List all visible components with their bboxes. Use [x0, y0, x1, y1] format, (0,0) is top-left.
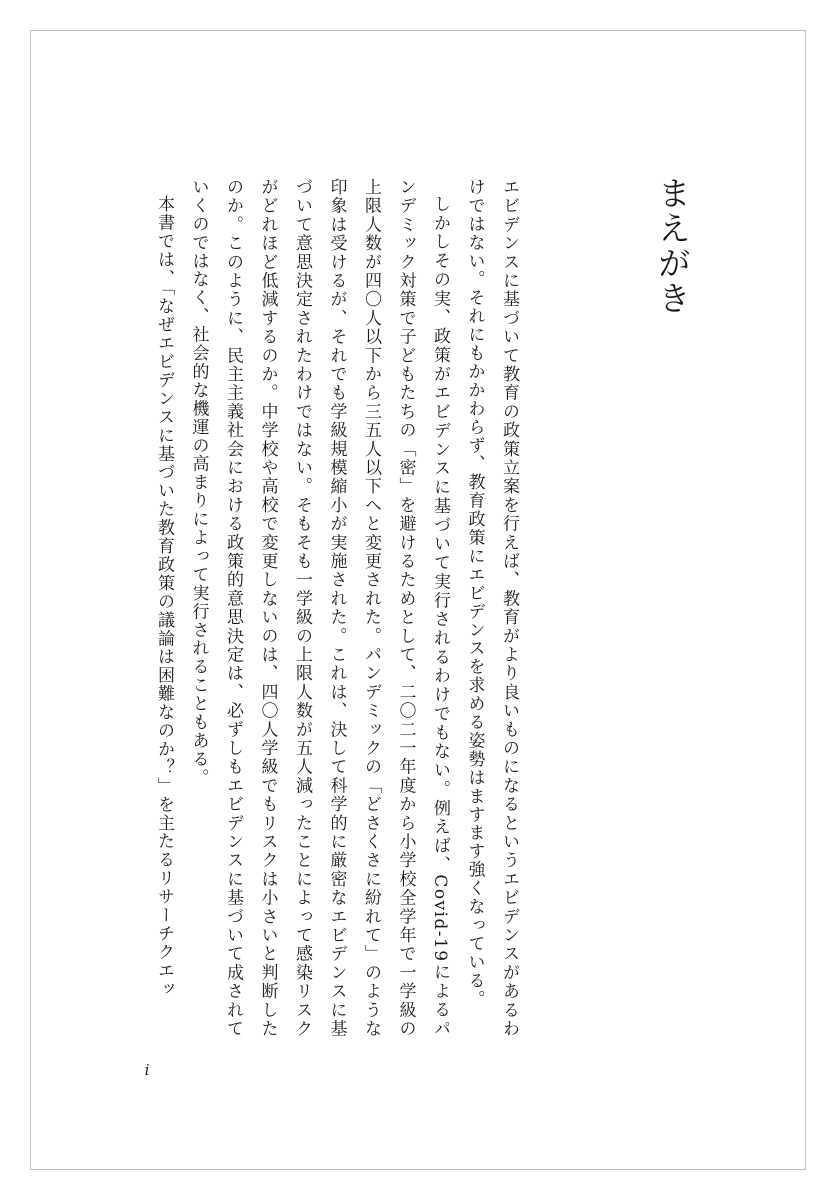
paragraph-3: 本書では、「なぜエビデンスに基づいた教育政策の議論は困難なのか？」を主たるリサーチクエッ	[154, 195, 174, 999]
body-text	[112, 178, 526, 1038]
paragraph-2: しかしその実、政策がエビデンスに基づいて実行されるわけでもない。例えば、Covid-19によるパンデミック対策で子どもたちの「密」を避けるためとして、二〇二一年度から小学校全学年で一学級の上限人数が四〇人以下から三五人以下へと変更された。パンデミックの「どさくさに紛れて」のような印象は受けるが、それでも学級規模縮小が実施された。これは、決して科学的に厳密なエビデンスに基づいて意思決定されたわけではない。そもそも一学級の上限人数が五人減ったことによって感染リスクがどれほど低減するのか。中学校や高校で変更しないのは、四〇人学級でもリスクは小さいと判断したのか。このように、民主主義社会における政策的意思決定は、必ずしもエビデンスに基づいて成されていくのではなく、社会的な機運の高まりによって実行されることもある。	[188, 178, 450, 1038]
paragraph-1: エビデンスに基づいて教育の政策立案を行えば、教育がより良いものになるというエビデンスがあるわけではない。それにもかかわらず、教育政策にエビデンスを求める姿勢はますます強くなっている。	[464, 178, 519, 1038]
page-title: まえがき	[653, 176, 692, 316]
page-number: i	[144, 1061, 150, 1079]
